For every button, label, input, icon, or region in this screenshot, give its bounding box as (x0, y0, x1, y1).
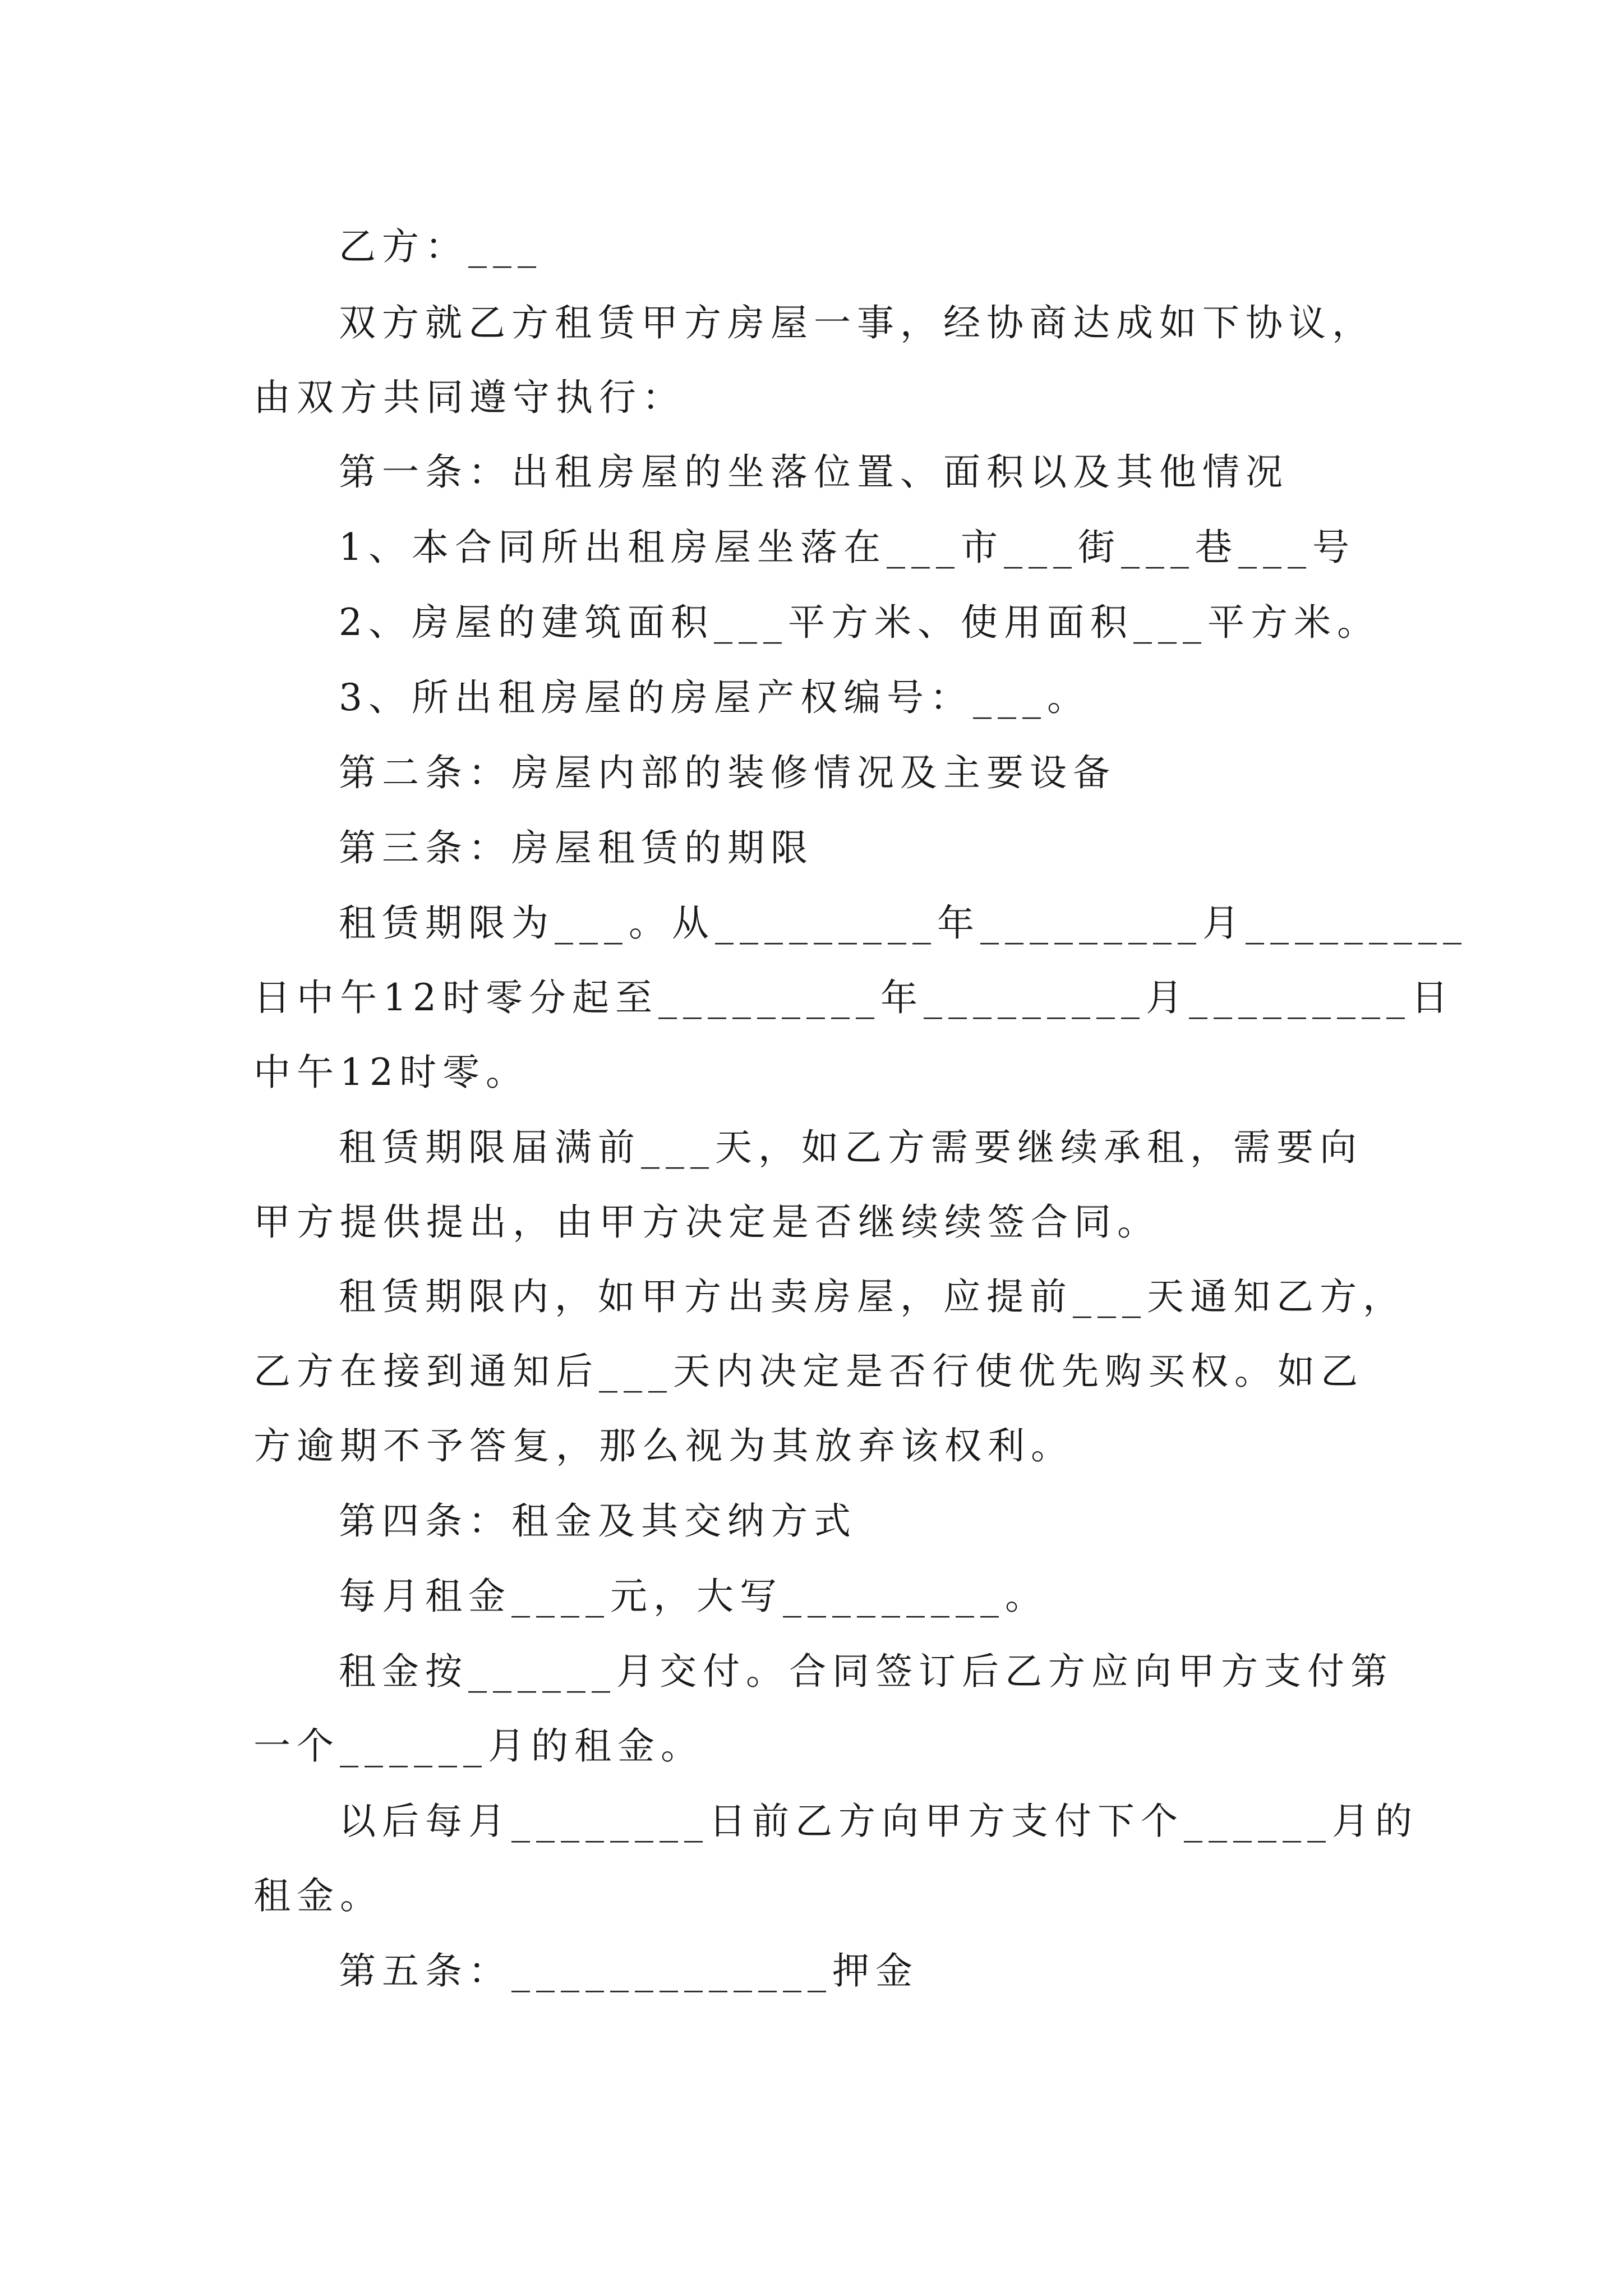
lease-term-line-1: 租赁期限为___。从_________年_________月_________ (339, 901, 1468, 945)
rent-payment-line-1: 租金按______月交付。合同签订后乙方应向甲方支付第 (339, 1650, 1394, 1693)
preamble-line-2: 由双方共同遵守执行： (253, 376, 685, 419)
sale-notice-line-3: 方逾期不予答复，那么视为其放弃该权利。 (253, 1424, 1074, 1467)
sale-notice-line-1: 租赁期限内，如甲方出卖房屋，应提前___天通知乙方， (339, 1275, 1406, 1318)
renewal-line-1: 租赁期限届满前___天，如乙方需要继续承租，需要向 (339, 1126, 1363, 1169)
article-5-heading: 第五条：_____________押金 (339, 1949, 919, 1993)
later-payment-line-1: 以后每月________日前乙方向甲方支付下个______月的 (339, 1800, 1418, 1843)
article-2-heading: 第二条：房屋内部的装修情况及主要设备 (339, 751, 1116, 794)
renewal-line-2: 甲方提供提出，由甲方决定是否继续续签合同。 (253, 1200, 1160, 1244)
article-1-item-2: 2、房屋的建筑面积___平方米、使用面积___平方米。 (339, 601, 1380, 644)
sale-notice-line-2: 乙方在接到通知后___天内决定是否行使优先购买权。如乙 (253, 1350, 1364, 1393)
article-1-heading: 第一条：出租房屋的坐落位置、面积以及其他情况 (339, 450, 1289, 494)
later-payment-line-2: 租金。 (253, 1874, 383, 1917)
article-4-heading: 第四条：租金及其交纳方式 (339, 1499, 857, 1543)
party-b-line: 乙方：___ (339, 225, 542, 268)
article-1-item-3: 3、所出租房屋的房屋产权编号：___。 (339, 676, 1090, 719)
lease-term-line-3: 中午12时零。 (253, 1051, 529, 1094)
article-3-heading: 第三条：房屋租赁的期限 (339, 826, 814, 869)
lease-term-line-2: 日中午12时零分起至_________年_________月_________日 (253, 976, 1454, 1019)
rent-payment-line-2: 一个______月的租金。 (253, 1724, 704, 1768)
article-1-item-1: 1、本合同所出租房屋坐落在___市___街___巷___号 (339, 526, 1355, 569)
monthly-rent-line: 每月租金____元，大写_________。 (339, 1575, 1048, 1618)
preamble-line-1: 双方就乙方租赁甲方房屋一事，经协商达成如下协议， (339, 301, 1375, 344)
